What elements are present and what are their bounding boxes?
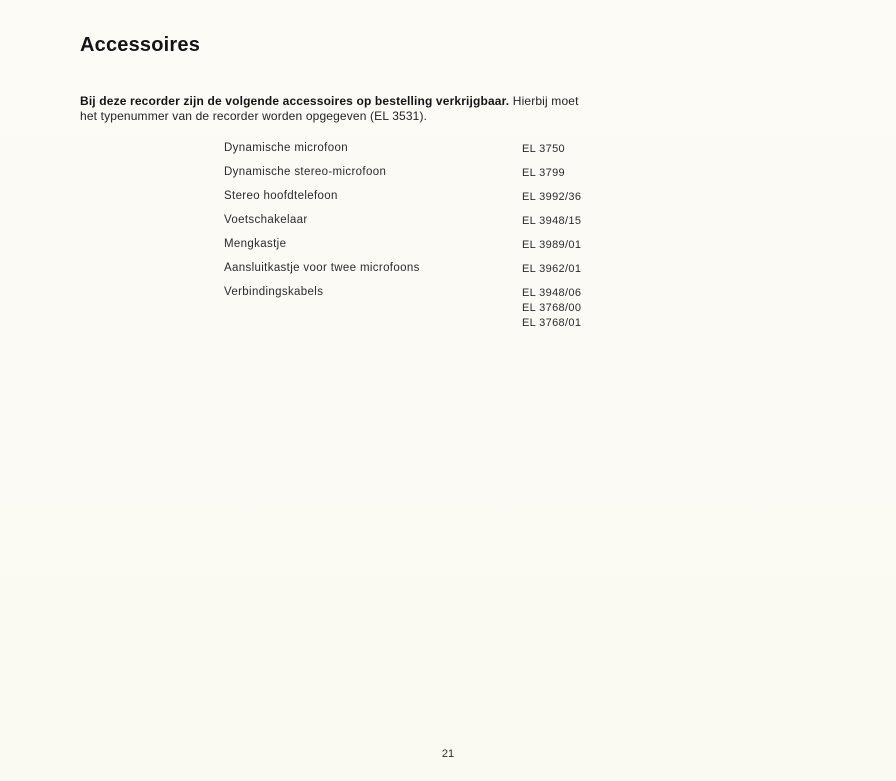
intro-rest: Hierbij moet het typenummer van de recorder worden opgegeven (EL 3531). (80, 94, 579, 123)
intro-lead: Bij deze recorder zijn de volgende accessoires op bestelling verkrijgbaar. (80, 94, 510, 108)
accessory-code: EL 3750 (522, 143, 566, 155)
accessory-codes (522, 166, 565, 181)
accessory-code: EL 3948/06 (522, 287, 582, 299)
list-item (224, 214, 604, 238)
page-number: 21 (441, 748, 455, 760)
accessory-name: Voetschakelaar (224, 214, 308, 226)
list-item (224, 286, 604, 334)
accessory-code: EL 3768/01 (522, 317, 582, 329)
accessory-codes (522, 238, 581, 253)
accessory-codes (522, 286, 581, 331)
accessories-list (224, 142, 604, 334)
accessory-codes (522, 262, 581, 277)
accessory-code: EL 3992/36 (522, 191, 582, 203)
accessory-code: EL 3948/15 (522, 215, 582, 227)
list-item (224, 238, 604, 262)
list-item (224, 166, 604, 190)
page-title: Accessoires (80, 34, 201, 56)
intro-paragraph (80, 94, 590, 124)
accessory-name: Dynamische stereo-microfoon (224, 166, 387, 178)
accessory-code: EL 3989/01 (522, 239, 582, 251)
accessory-name: Stereo hoofdtelefoon (224, 190, 338, 202)
accessory-codes (522, 142, 565, 157)
accessory-name: Dynamische microfoon (224, 142, 348, 154)
accessory-code: EL 3962/01 (522, 263, 582, 275)
accessory-name: Aansluitkastje voor twee microfoons (224, 262, 420, 274)
accessory-code: EL 3768/00 (522, 302, 582, 314)
list-item (224, 142, 604, 166)
accessory-name: Mengkastje (224, 238, 287, 250)
accessory-codes (522, 190, 581, 205)
list-item (224, 190, 604, 214)
accessory-codes (522, 214, 581, 229)
accessory-name: Verbindingskabels (224, 286, 324, 298)
list-item (224, 262, 604, 286)
accessory-code: EL 3799 (522, 167, 566, 179)
